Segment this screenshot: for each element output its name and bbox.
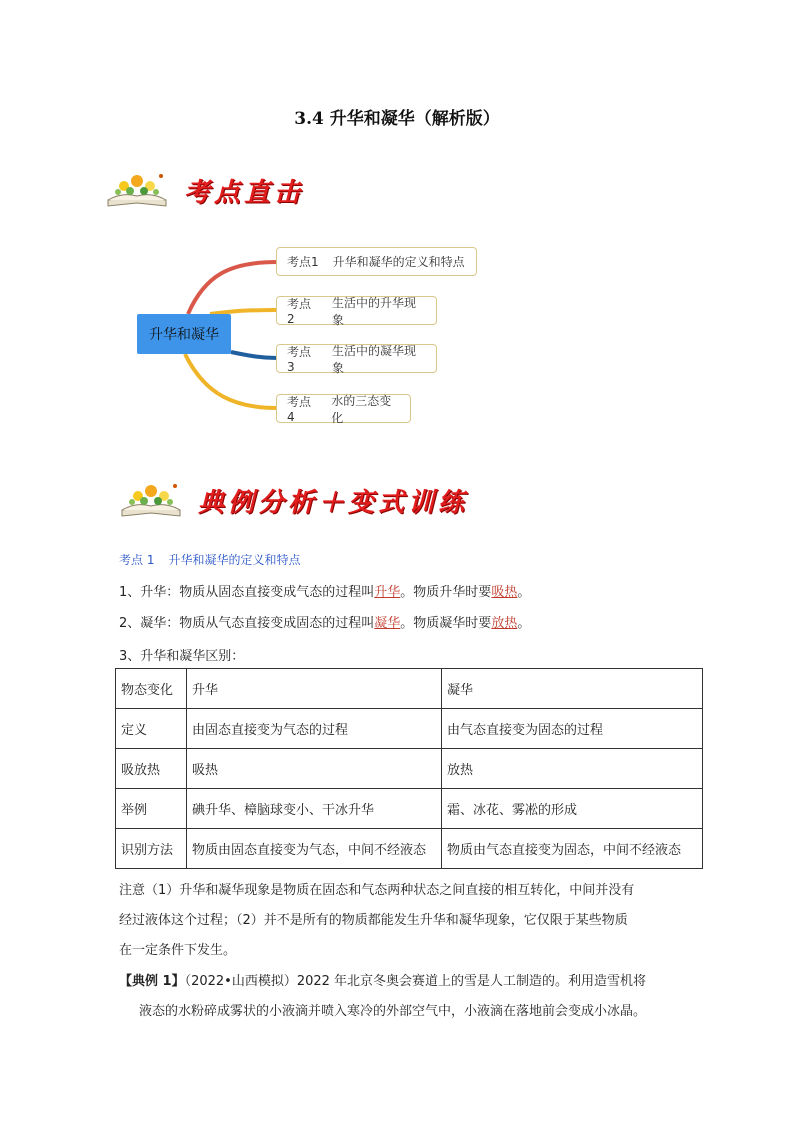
table-cell: 放热 [442, 749, 703, 789]
table-row [116, 789, 703, 829]
table-cell: 碘升华、樟脑球变小、干冰升华 [187, 789, 442, 829]
section-heading [119, 551, 300, 568]
table-cell: 凝华 [442, 669, 703, 709]
connector-1 [188, 262, 277, 314]
table-cell: 霜、冰花、雾凇的形成 [442, 789, 703, 829]
branch-label: 考点1 [287, 255, 319, 269]
branch-2 [276, 296, 437, 325]
connector-3 [231, 352, 277, 358]
banner-text: 考点直击 [184, 177, 305, 208]
banner-examples [118, 478, 468, 522]
table-cell: 举例 [116, 789, 187, 829]
text: 。 [517, 616, 531, 631]
table-cell: 物质由固态直接变为气态，中间不经液态 [187, 829, 442, 869]
connector-4 [185, 354, 277, 408]
document-title: 3.4 升华和凝华（解析版） [294, 109, 500, 129]
branch-text: 生活中的凝华现象 [331, 343, 416, 375]
text: 。物质升华时要 [400, 585, 492, 600]
example-line: 液态的水粉碎成雾状的小液滴并喷入寒冷的外部空气中，小液滴在落地前会变成小冰晶。 [139, 1004, 647, 1019]
note-line: 在一定条件下发生。 [119, 943, 237, 958]
highlight-term: 放热 [491, 616, 518, 631]
table-cell: 由气态直接变为固态的过程 [442, 709, 703, 749]
text: 1、升华：物质从固态直接变成气态的过程叫 [119, 585, 375, 600]
text: 。物质凝华时要 [400, 616, 492, 631]
example-line: （2022•山西模拟）2022 年北京冬奥会赛道上的雪是人工制造的。利用造雪机将 [184, 974, 647, 989]
table-cell: 升华 [187, 669, 442, 709]
example-tag: 【典例 1】 [119, 974, 185, 989]
table-cell: 吸热 [187, 749, 442, 789]
book-flower-icon [118, 480, 184, 520]
table-row [116, 829, 703, 869]
table-cell: 由固态直接变为气态的过程 [187, 709, 442, 749]
table-row [116, 749, 703, 789]
banner-text: 典例分析＋变式训练 [198, 487, 469, 518]
branch-4 [276, 394, 411, 423]
section-title: 升华和凝华的定义和特点 [168, 553, 301, 567]
highlight-term: 吸热 [491, 585, 518, 600]
branch-label: 考点4 [287, 395, 312, 424]
branch-text: 水的三态变化 [331, 393, 392, 425]
table-cell: 物态变化 [116, 669, 187, 709]
paragraph-deposition [119, 612, 530, 631]
paragraph-sublimation [119, 581, 530, 600]
highlight-term: 升华 [374, 585, 401, 600]
comparison-table [115, 668, 703, 869]
example-1 [119, 967, 719, 1027]
table-cell: 定义 [116, 709, 187, 749]
note-line: 注意（1）升华和凝华现象是物质在固态和气态两种状态之间直接的相互转化，中间并没有 [119, 883, 635, 898]
branch-label: 考点3 [287, 345, 312, 374]
table-cell: 识别方法 [116, 829, 187, 869]
mind-map-center: 升华和凝华 [137, 314, 231, 354]
highlight-term: 凝华 [374, 616, 401, 631]
branch-1 [276, 247, 477, 276]
section-label: 考点 1 [119, 553, 155, 567]
branch-3 [276, 344, 437, 373]
branch-label: 考点2 [287, 297, 312, 326]
table-cell: 吸放热 [116, 749, 187, 789]
branch-text: 生活中的升华现象 [331, 295, 416, 327]
note-paragraph [119, 876, 699, 966]
table-cell: 物质由气态直接变为固态，中间不经液态 [442, 829, 703, 869]
note-line: 经过液体这个过程；（2）并不是所有的物质都能发生升华和凝华现象，它仅限于某些物质 [119, 913, 628, 928]
branch-text: 升华和凝华的定义和特点 [332, 255, 465, 269]
table-row [116, 709, 703, 749]
text: 2、凝华：物质从气态直接变成固态的过程叫 [119, 616, 375, 631]
table-row [116, 669, 703, 709]
paragraph-difference: 3、升华和凝华区别： [119, 649, 245, 664]
mind-map [0, 0, 794, 460]
text: 。 [517, 585, 531, 600]
